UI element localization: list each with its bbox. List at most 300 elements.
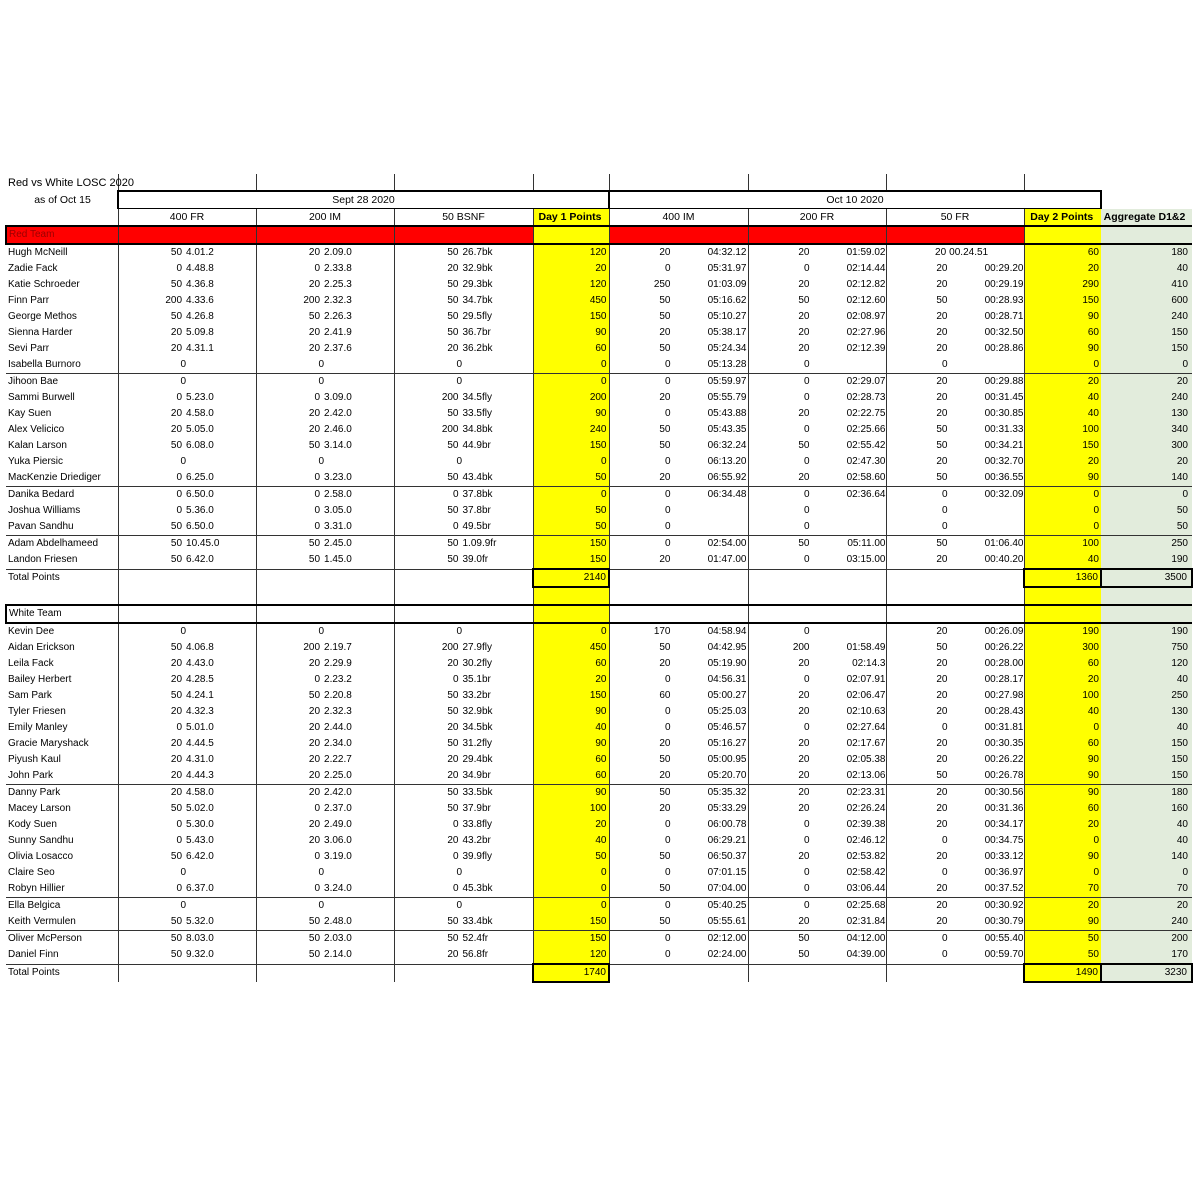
event-points: 20 (659, 554, 671, 566)
swimmer-name: Pavan Sandhu (8, 521, 74, 532)
event-time (355, 454, 394, 470)
event-time (355, 624, 394, 640)
event-time: 05:55.79 (707, 392, 747, 403)
event-time: 2.42.0 (324, 408, 352, 419)
event-result (886, 849, 1024, 865)
event-time: 4.24.1 (186, 690, 214, 701)
swimmer-name: Aidan Erickson (8, 642, 75, 653)
swimmer-row (6, 552, 1192, 569)
event-points: 0 (456, 867, 463, 878)
event-time: 04:39.00 (846, 949, 886, 961)
event-time: 4.58.0 (186, 408, 214, 419)
aggregate-points: 40 (1101, 261, 1192, 277)
event-result (256, 244, 394, 261)
event-points: 0 (452, 851, 459, 862)
event-time: 02:12.00 (707, 933, 747, 944)
event-result (886, 277, 1024, 293)
day2-points: 20 (1024, 261, 1101, 277)
event-result (609, 277, 748, 293)
event-points: 0 (314, 263, 321, 274)
header-day1-points: Day 1 Points (533, 209, 609, 227)
event-time: 04:58.94 (707, 626, 747, 637)
day1-points: 150 (533, 536, 609, 553)
event-time: 00:26.09 (984, 626, 1024, 637)
event-points: 0 (176, 263, 183, 274)
event-result (118, 656, 256, 672)
swimmer-name: Sam Park (8, 690, 52, 701)
event-result (748, 277, 886, 293)
event-time: 02:28.73 (846, 392, 886, 403)
event-points: 0 (803, 521, 810, 532)
event-result (256, 752, 394, 768)
event-time: 01:58.49 (846, 642, 886, 653)
event-points: 50 (659, 851, 671, 862)
swimmer-row (6, 244, 1192, 261)
event-points: 50 (659, 642, 671, 653)
event-time: 5.30.0 (186, 819, 214, 830)
event-result (886, 817, 1024, 833)
day1-points: 50 (533, 470, 609, 487)
event-time: 05:00.27 (707, 690, 747, 701)
event-time: 52.4fr (462, 933, 489, 944)
event-time (810, 519, 886, 535)
event-result (118, 801, 256, 817)
event-points: 0 (176, 392, 183, 403)
event-time (810, 624, 886, 640)
day1-points: 240 (533, 422, 609, 438)
event-time: 05:40.25 (707, 900, 747, 911)
event-time: 33.5fly (462, 408, 492, 419)
aggregate-points: 340 (1101, 422, 1192, 438)
event-points: 0 (176, 472, 183, 483)
event-points: 20 (936, 916, 948, 927)
event-points: 20 (308, 754, 321, 765)
event-time: 4.48.8 (186, 263, 214, 274)
event-points: 50 (936, 424, 948, 435)
event-time: 2.23.2 (324, 674, 352, 685)
event-result (748, 849, 886, 865)
event-time: 2.37.0 (324, 803, 352, 814)
event-time: 05:35.32 (707, 787, 747, 798)
event-time: 2.37.6 (324, 343, 352, 354)
event-result (748, 720, 886, 736)
event-time: 00:30.35 (984, 738, 1024, 749)
event-points: 0 (803, 456, 810, 467)
event-points: 50 (659, 424, 671, 435)
event-time: 02:29.07 (846, 376, 886, 387)
event-time: 5.43.0 (186, 835, 214, 846)
day2-points: 40 (1024, 552, 1101, 569)
event-result (886, 374, 1024, 391)
event-points: 0 (941, 949, 948, 961)
event-time: 04:42.95 (707, 642, 747, 653)
event-points: 50 (308, 311, 321, 322)
event-points: 20 (447, 835, 459, 846)
event-result (886, 390, 1024, 406)
event-time: 05:20.70 (707, 770, 747, 781)
swimmer-row (6, 438, 1192, 454)
event-points: 0 (318, 626, 325, 637)
event-time: 5.09.8 (186, 327, 214, 338)
day1-points: 90 (533, 785, 609, 802)
event-result (118, 519, 256, 536)
event-result (256, 865, 394, 881)
event-time: 34.5bk (462, 722, 493, 733)
event-points: 20 (308, 279, 321, 290)
event-time: 2.32.3 (324, 706, 352, 717)
event-points: 0 (318, 867, 325, 878)
event-points: 20 (936, 327, 948, 338)
event-time: 5.02.0 (186, 803, 214, 814)
event-result (886, 720, 1024, 736)
event-time: 4.01.2 (186, 247, 214, 258)
day2-points: 40 (1024, 704, 1101, 720)
event-points: 50 (659, 883, 671, 894)
event-points: 20 (170, 787, 183, 798)
event-result (748, 374, 886, 391)
event-time: 3.31.0 (324, 521, 352, 532)
event-result (256, 914, 394, 931)
event-points: 60 (659, 690, 671, 701)
event-points: 50 (936, 295, 948, 306)
swimmer-row (6, 640, 1192, 656)
event-points: 20 (170, 770, 183, 781)
event-result (886, 914, 1024, 931)
event-time: 02:14.44 (846, 263, 886, 274)
event-result (748, 656, 886, 672)
event-time: 36.2bk (462, 343, 493, 354)
event-result (609, 720, 748, 736)
day2-total: 1490 (1024, 964, 1101, 982)
event-time (948, 503, 1024, 519)
event-time: 1.45.0 (324, 554, 352, 566)
event-time: 00:32.70 (984, 456, 1024, 467)
event-result (748, 785, 886, 802)
event-result (118, 704, 256, 720)
event-points: 20 (798, 916, 810, 927)
event-points: 50 (447, 408, 459, 419)
event-result (886, 881, 1024, 898)
event-time: 6.42.0 (186, 851, 214, 862)
event-points: 0 (452, 489, 459, 500)
event-result (394, 785, 533, 802)
event-points: 0 (803, 376, 810, 387)
event-result (609, 293, 748, 309)
aggregate-points: 130 (1101, 406, 1192, 422)
event-result (748, 341, 886, 357)
swimmer-row (6, 261, 1192, 277)
day1-points: 90 (533, 736, 609, 752)
event-time: 02:12.82 (846, 279, 886, 290)
aggregate-points: 200 (1101, 931, 1192, 948)
event-points: 20 (447, 754, 459, 765)
event-points: 50 (170, 247, 183, 258)
event-result (886, 736, 1024, 752)
event-points: 0 (803, 359, 810, 370)
event-result (118, 720, 256, 736)
event-time: 35.1br (462, 674, 491, 685)
event-points: 0 (314, 521, 321, 532)
day1-points: 450 (533, 640, 609, 656)
aggregate-points: 190 (1101, 552, 1192, 569)
event-points: 0 (803, 883, 810, 894)
event-time: 02:39.38 (846, 819, 886, 830)
event-time: 02:17.67 (846, 738, 886, 749)
day2-points: 90 (1024, 752, 1101, 768)
event-time: 00:36.97 (984, 867, 1024, 878)
swimmer-row (6, 849, 1192, 865)
event-result (118, 672, 256, 688)
event-points: 20 (170, 658, 183, 669)
day2-points: 40 (1024, 406, 1101, 422)
day2-points: 90 (1024, 914, 1101, 931)
day2-points: 190 (1024, 623, 1101, 640)
event-points: 50 (170, 690, 183, 701)
event-time (671, 503, 747, 519)
event-time: 6.50.0 (186, 489, 214, 500)
header-aggregate: Aggregate D1&2 (1101, 209, 1192, 227)
team-header-row (6, 226, 1192, 244)
event-time (493, 624, 532, 640)
event-result (748, 536, 886, 553)
event-points: 20 (308, 247, 321, 258)
event-points: 20 (936, 754, 948, 765)
event-result (748, 768, 886, 785)
event-points: 50 (659, 343, 671, 354)
event-points: 0 (803, 819, 810, 830)
event-points: 20 (936, 738, 948, 749)
event-points: 20 (170, 706, 183, 717)
event-time: 00:26.22 (984, 754, 1024, 765)
event-points: 20 (170, 754, 183, 765)
event-time: 05:13.28 (707, 359, 747, 370)
event-result (609, 881, 748, 898)
event-points: 20 (659, 392, 671, 403)
day2-points: 60 (1024, 801, 1101, 817)
event-result (256, 704, 394, 720)
swimmer-name: Bailey Herbert (8, 674, 72, 685)
event-time: 02:46.12 (846, 835, 886, 846)
event-result (256, 357, 394, 374)
swimmer-name: Sevi Parr (8, 343, 50, 354)
event-result (609, 914, 748, 931)
event-result (609, 536, 748, 553)
event-result (394, 244, 533, 261)
event-points: 20 (936, 263, 948, 274)
event-result (609, 947, 748, 964)
event-points: 20 (798, 787, 810, 798)
event-points: 170 (653, 626, 671, 637)
event-points: 50 (170, 916, 183, 927)
event-time: 29.4bk (462, 754, 493, 765)
day1-points: 150 (533, 438, 609, 454)
day2-points: 60 (1024, 736, 1101, 752)
event-points: 0 (664, 376, 671, 387)
event-time: 00:29.88 (984, 376, 1024, 387)
event-points: 50 (447, 787, 459, 798)
event-result (118, 931, 256, 948)
event-time: 3.05.0 (324, 505, 352, 516)
aggregate-points: 70 (1101, 881, 1192, 898)
event-time: 05:31.97 (707, 263, 747, 274)
event-points: 50 (447, 933, 459, 944)
event-points: 0 (664, 489, 671, 500)
event-time: 01:59.02 (846, 247, 886, 258)
event-result (886, 341, 1024, 357)
event-time: 34.5fly (462, 392, 492, 403)
event-result (609, 357, 748, 374)
event-time: 02:54.00 (707, 538, 747, 549)
swimmer-name: Finn Parr (8, 295, 50, 306)
swimmer-row (6, 817, 1192, 833)
aggregate-points: 0 (1101, 357, 1192, 374)
aggregate-points: 50 (1101, 503, 1192, 519)
swimmer-name: MacKenzie Driediger (8, 472, 101, 483)
event-time: 02:27.96 (846, 327, 886, 338)
event-result (118, 438, 256, 454)
total-row (6, 569, 1192, 587)
swimmer-name: Katie Schroeder (8, 279, 80, 290)
event-result (256, 720, 394, 736)
event-points: 50 (170, 521, 183, 532)
event-points: 0 (314, 674, 321, 685)
day2-points: 0 (1024, 720, 1101, 736)
swimmer-row (6, 309, 1192, 325)
day2-date: Oct 10 2020 (609, 191, 1101, 209)
event-time: 2.58.0 (324, 489, 352, 500)
event-points: 50 (170, 949, 183, 961)
event-result (256, 293, 394, 309)
swimmer-row (6, 325, 1192, 341)
event-time: 05:55.61 (707, 916, 747, 927)
event-result (118, 536, 256, 553)
event-points: 50 (659, 916, 671, 927)
event-time: 02:25.66 (846, 424, 886, 435)
event-time: 2.25.3 (324, 279, 352, 290)
aggregate-points: 40 (1101, 720, 1192, 736)
event-points: 0 (941, 521, 948, 532)
swimmer-name: Gracie Maryshack (8, 738, 89, 749)
event-time: 02:47.30 (846, 456, 886, 467)
event-result (609, 261, 748, 277)
event-points: 20 (798, 658, 810, 669)
event-result (118, 325, 256, 341)
swimmer-name: Sunny Sandhu (8, 835, 74, 846)
event-result (394, 438, 533, 454)
event-result (886, 261, 1024, 277)
event-result (118, 640, 256, 656)
event-time (493, 454, 532, 470)
event-result (118, 865, 256, 881)
event-result (256, 552, 394, 569)
event-points: 20 (798, 706, 810, 717)
event-time: 32.9bk (462, 706, 493, 717)
event-points: 20 (308, 738, 321, 749)
event-result (118, 422, 256, 438)
event-points: 50 (659, 295, 671, 306)
event-points: 0 (318, 376, 325, 387)
day1-points: 150 (533, 309, 609, 325)
event-points: 20 (798, 408, 810, 419)
header-row (6, 209, 1192, 227)
event-result (886, 640, 1024, 656)
event-points: 0 (664, 408, 671, 419)
event-time: 00:34.17 (984, 819, 1024, 830)
event-result (394, 881, 533, 898)
event-time: 01:06.40 (984, 538, 1024, 549)
event-result (886, 309, 1024, 325)
day2-points: 0 (1024, 357, 1101, 374)
event-result (118, 503, 256, 519)
event-result (748, 704, 886, 720)
event-result (394, 898, 533, 915)
event-time: 00:28.43 (984, 706, 1024, 717)
event-points: 0 (664, 263, 671, 274)
day1-points: 0 (533, 487, 609, 504)
event-result (748, 519, 886, 536)
event-points: 0 (314, 505, 321, 516)
aggregate-points: 250 (1101, 688, 1192, 704)
event-points: 50 (170, 538, 183, 549)
day1-points: 150 (533, 688, 609, 704)
swimmer-row (6, 688, 1192, 704)
event-time: 05:24.34 (707, 343, 747, 354)
day1-total: 1740 (533, 964, 609, 982)
day1-points: 120 (533, 244, 609, 261)
swimmer-name: George Methos (8, 311, 77, 322)
event-result (886, 503, 1024, 519)
event-points: 20 (936, 408, 948, 419)
swimmer-row (6, 470, 1192, 487)
event-result (256, 277, 394, 293)
swimmer-row (6, 422, 1192, 438)
event-time: 02:31.84 (846, 916, 886, 927)
event-points: 20 (659, 658, 671, 669)
event-time: 2.14.0 (324, 949, 352, 961)
swimmer-row (6, 390, 1192, 406)
event-points: 200 (165, 295, 183, 306)
event-result (609, 688, 748, 704)
day1-points: 120 (533, 277, 609, 293)
day2-points: 100 (1024, 422, 1101, 438)
event-points: 50 (308, 440, 321, 451)
event-points: 0 (664, 933, 671, 944)
event-points: 50 (447, 440, 459, 451)
swimmer-name: Hugh McNeill (8, 247, 68, 258)
event-time: 2.25.0 (324, 770, 352, 781)
event-points: 0 (456, 359, 463, 370)
event-result (118, 341, 256, 357)
aggregate-points: 150 (1101, 768, 1192, 785)
event-time: 00:27.98 (984, 690, 1024, 701)
event-points: 0 (456, 900, 463, 911)
event-time: 4.28.5 (186, 674, 214, 685)
event-time: 2.09.0 (324, 247, 352, 258)
event-time: 05:16.62 (707, 295, 747, 306)
event-time: 02:23.31 (846, 787, 886, 798)
event-time (493, 865, 532, 881)
aggregate-points: 750 (1101, 640, 1192, 656)
header-400fr: 400 FR (118, 209, 256, 227)
event-result (118, 487, 256, 504)
event-points: 20 (798, 690, 810, 701)
event-points: 0 (318, 900, 325, 911)
event-points: 20 (936, 803, 948, 814)
event-time: 04:32.12 (707, 247, 747, 258)
aggregate-points: 150 (1101, 341, 1192, 357)
header-day2-points: Day 2 Points (1024, 209, 1101, 227)
event-result (394, 833, 533, 849)
